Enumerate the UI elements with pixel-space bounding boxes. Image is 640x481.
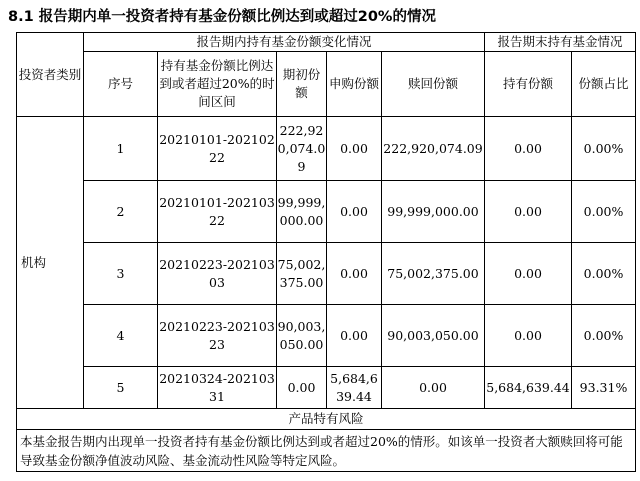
interval-cell: 20210101-20210222 [158, 117, 277, 181]
interval-cell: 20210223-20210303 [158, 243, 277, 305]
header-seq: 序号 [84, 52, 158, 117]
table-row [17, 367, 636, 409]
begin-cell: 222,920,074.09 [277, 117, 327, 181]
interval-cell: 20210223-20210323 [158, 305, 277, 367]
ratio-cell: 0.00% [572, 305, 636, 367]
begin-cell: 0.00 [277, 367, 327, 409]
investor-type-cell: 机构 [17, 117, 84, 409]
subscribe-cell: 5,684,639.44 [327, 367, 382, 409]
risk-title: 产品特有风险 [17, 409, 636, 430]
table-row [17, 117, 636, 181]
header-investor-type: 投资者类别 [17, 33, 84, 117]
section-title: 8.1 报告期内单一投资者持有基金份额比例达到或超过20%的情况 [8, 9, 436, 25]
table-row [17, 305, 636, 367]
seq-cell: 4 [84, 305, 158, 367]
holding-cell: 0.00 [485, 117, 572, 181]
begin-cell: 99,999,000.00 [277, 181, 327, 243]
subscribe-cell: 0.00 [327, 181, 382, 243]
holding-cell: 0.00 [485, 305, 572, 367]
holding-cell: 5,684,639.44 [485, 367, 572, 409]
header-subscribe: 申购份额 [327, 52, 382, 117]
header-ratio: 份额占比 [572, 52, 636, 117]
table-row [17, 243, 636, 305]
ratio-cell: 0.00% [572, 243, 636, 305]
header-begin: 期初份额 [277, 52, 327, 117]
seq-cell: 1 [84, 117, 158, 181]
redeem-cell: 90,003,050.00 [382, 305, 485, 367]
header-holding: 持有份额 [485, 52, 572, 117]
ratio-cell: 93.31% [572, 367, 636, 409]
header-redeem: 赎回份额 [382, 52, 485, 117]
header-interval: 持有基金份额比例达到或者超过20%的时间区间 [158, 52, 277, 117]
header-group-end: 报告期末持有基金情况 [485, 33, 636, 52]
table-row [17, 181, 636, 243]
header-group-change: 报告期内持有基金份额变化情况 [84, 33, 485, 52]
holding-cell: 0.00 [485, 243, 572, 305]
subscribe-cell: 0.00 [327, 243, 382, 305]
redeem-cell: 222,920,074.09 [382, 117, 485, 181]
redeem-cell: 99,999,000.00 [382, 181, 485, 243]
seq-cell: 2 [84, 181, 158, 243]
ratio-cell: 0.00% [572, 117, 636, 181]
begin-cell: 90,003,050.00 [277, 305, 327, 367]
seq-cell: 5 [84, 367, 158, 409]
holding-cell: 0.00 [485, 181, 572, 243]
begin-cell: 75,002,375.00 [277, 243, 327, 305]
interval-cell: 20210324-20210331 [158, 367, 277, 409]
risk-text: 本基金报告期内出现单一投资者持有基金份额比例达到或者超过20%的情形。如该单一投资者大额赎回将可能导致基金份额净值波动风险、基金流动性风险等特定风险。 [17, 430, 636, 472]
subscribe-cell: 0.00 [327, 305, 382, 367]
interval-cell: 20210101-20210322 [158, 181, 277, 243]
ratio-cell: 0.00% [572, 181, 636, 243]
redeem-cell: 0.00 [382, 367, 485, 409]
subscribe-cell: 0.00 [327, 117, 382, 181]
redeem-cell: 75,002,375.00 [382, 243, 485, 305]
seq-cell: 3 [84, 243, 158, 305]
holder-table [16, 32, 636, 472]
